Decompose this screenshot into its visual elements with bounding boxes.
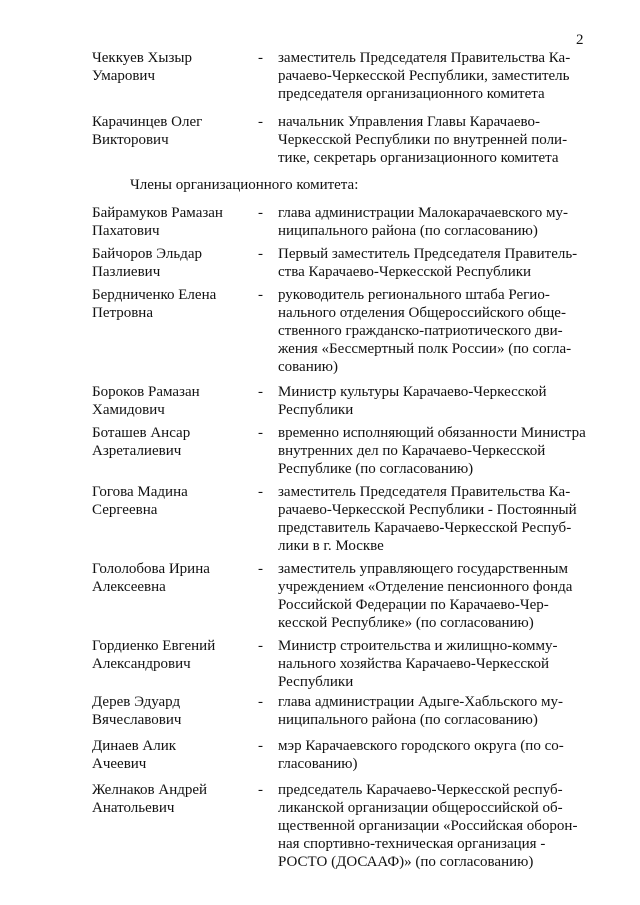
member-role bbox=[278, 204, 584, 240]
member-role-line: председателя организационного комитета bbox=[278, 86, 545, 102]
member-name-line: Байрамуков Рамазан bbox=[92, 205, 223, 221]
member-role-line: внутренних дел по Карачаево-Черкесской bbox=[278, 443, 546, 459]
member-role-line: начальник Управления Главы Карачаево- bbox=[278, 114, 541, 130]
member-role-line: РОСТО (ДОСААФ)» (по согласованию) bbox=[278, 854, 534, 870]
member-name-line: Чеккуев Хызыр bbox=[92, 50, 192, 66]
dash-separator: - bbox=[258, 561, 263, 577]
member-role-line: щественной организации «Российская оборон- bbox=[278, 818, 578, 834]
dash-separator: - bbox=[258, 246, 263, 262]
member-role-line: заместитель управляющего государственным bbox=[278, 561, 568, 577]
member-role-line: ственного гражданско-патриотического дви- bbox=[278, 323, 563, 339]
member-role-line: ная спортивно-техническая организация - bbox=[278, 836, 546, 852]
member-name bbox=[92, 245, 262, 281]
member-role-line: Республики bbox=[278, 674, 354, 690]
dash-separator: - bbox=[258, 484, 263, 500]
member-role-line: мэр Карачаевского городского округа (по со- bbox=[278, 738, 564, 754]
member-name-line: Бороков Рамазан bbox=[92, 384, 200, 400]
member-name-line: Дерев Эдуард bbox=[92, 694, 181, 710]
member-role bbox=[278, 737, 584, 773]
member-name-line: Гололобова Ирина bbox=[92, 561, 210, 577]
member-role-line: глава администрации Малокарачаевского му- bbox=[278, 205, 569, 221]
member-role-line: ства Карачаево-Черкесской Республики bbox=[278, 264, 532, 280]
member-role bbox=[278, 781, 584, 871]
member-role bbox=[278, 49, 584, 103]
member-role-line: Министр строительства и жилищно-комму- bbox=[278, 638, 558, 654]
member-name bbox=[92, 737, 262, 773]
member-name bbox=[92, 693, 262, 729]
member-role-line: тике, секретарь организационного комитета bbox=[278, 150, 559, 166]
member-name-line: Алексеевна bbox=[92, 579, 166, 595]
member-role-line: нального отделения Общероссийского обще- bbox=[278, 305, 566, 321]
member-name bbox=[92, 483, 262, 519]
member-role-line: председатель Карачаево-Черкесской респуб- bbox=[278, 782, 563, 798]
member-name bbox=[92, 424, 262, 460]
member-role-line: нального хозяйства Карачаево-Черкесской bbox=[278, 656, 550, 672]
dash-separator: - bbox=[258, 384, 263, 400]
member-role-line: рачаево-Черкесской Республики, заместитель bbox=[278, 68, 570, 84]
member-name-line: Пазлиевич bbox=[92, 264, 161, 280]
member-role-line: рачаево-Черкесской Республики - Постоянный bbox=[278, 502, 577, 518]
member-role bbox=[278, 383, 584, 419]
member-name-line: Боташев Ансар bbox=[92, 425, 191, 441]
member-role bbox=[278, 483, 584, 555]
dash-separator: - bbox=[258, 738, 263, 754]
member-name-line: Сергеевна bbox=[92, 502, 158, 518]
dash-separator: - bbox=[258, 782, 263, 798]
member-role bbox=[278, 286, 584, 376]
member-role-line: гласованию) bbox=[278, 756, 358, 772]
member-role-line: руководитель регионального штаба Регио- bbox=[278, 287, 550, 303]
member-name-line: Пахатович bbox=[92, 223, 160, 239]
member-name-line: Александрович bbox=[92, 656, 191, 672]
member-name-line: Гогова Мадина bbox=[92, 484, 188, 500]
section-heading: Члены организационного комитета: bbox=[130, 177, 359, 193]
member-role bbox=[278, 637, 584, 691]
member-role-line: заместитель Председателя Правительства Ка- bbox=[278, 50, 571, 66]
member-name-line: Бердниченко Елена bbox=[92, 287, 217, 303]
member-name-line: Хамидович bbox=[92, 402, 165, 418]
member-role-line: жения «Бессмертный полк России» (по согла- bbox=[278, 341, 572, 357]
dash-separator: - bbox=[258, 425, 263, 441]
member-role-line: временно исполняющий обязанности Министра bbox=[278, 425, 586, 441]
member-name-line: Желнаков Андрей bbox=[92, 782, 208, 798]
member-name bbox=[92, 113, 262, 149]
member-role-line: глава администрации Адыге-Хабльского му- bbox=[278, 694, 563, 710]
member-role bbox=[278, 245, 584, 281]
member-role bbox=[278, 113, 584, 167]
dash-separator: - bbox=[258, 287, 263, 303]
member-name-line: Вячеславович bbox=[92, 712, 182, 728]
member-name-line: Гордиенко Евгений bbox=[92, 638, 216, 654]
member-role-line: Первый заместитель Председателя Правитель- bbox=[278, 246, 578, 262]
member-name-line: Анатольевич bbox=[92, 800, 175, 816]
dash-separator: - bbox=[258, 50, 263, 66]
member-role-line: Министр культуры Карачаево-Черкесской bbox=[278, 384, 547, 400]
dash-separator: - bbox=[258, 114, 263, 130]
member-name bbox=[92, 383, 262, 419]
member-role bbox=[278, 424, 584, 478]
member-name bbox=[92, 286, 262, 322]
dash-separator: - bbox=[258, 205, 263, 221]
member-name-line: Викторович bbox=[92, 132, 169, 148]
member-role-line: лики в г. Москве bbox=[278, 538, 384, 554]
member-role-line: ниципального района (по согласованию) bbox=[278, 223, 538, 239]
member-role-line: сованию) bbox=[278, 359, 338, 375]
member-role-line: Черкесской Республики по внутренней поли- bbox=[278, 132, 568, 148]
member-role-line: Республики bbox=[278, 402, 354, 418]
member-role-line: ниципального района (по согласованию) bbox=[278, 712, 538, 728]
member-name-line: Карачинцев Олег bbox=[92, 114, 203, 130]
member-role-line: ликанской организации общероссийской об- bbox=[278, 800, 563, 816]
member-name bbox=[92, 49, 262, 85]
member-name-line: Динаев Алик bbox=[92, 738, 177, 754]
member-name-line: Петровна bbox=[92, 305, 153, 321]
member-role bbox=[278, 693, 584, 729]
member-role-line: заместитель Председателя Правительства Ка- bbox=[278, 484, 571, 500]
member-name bbox=[92, 781, 262, 817]
member-name bbox=[92, 204, 262, 240]
dash-separator: - bbox=[258, 638, 263, 654]
dash-separator: - bbox=[258, 694, 263, 710]
member-role-line: Республике (по согласованию) bbox=[278, 461, 474, 477]
member-role-line: представитель Карачаево-Черкесской Респуб- bbox=[278, 520, 572, 536]
member-role-line: учреждением «Отделение пенсионного фонда bbox=[278, 579, 573, 595]
member-role-line: Российской Федерации по Карачаево-Чер- bbox=[278, 597, 549, 613]
member-name-line: Умарович bbox=[92, 68, 156, 84]
member-name bbox=[92, 560, 262, 596]
member-name-line: Азреталиевич bbox=[92, 443, 182, 459]
member-name-line: Ачеевич bbox=[92, 756, 147, 772]
member-name bbox=[92, 637, 262, 673]
member-role-line: кесской Республике» (по согласованию) bbox=[278, 615, 534, 631]
member-role bbox=[278, 560, 584, 632]
member-name-line: Байчоров Эльдар bbox=[92, 246, 202, 262]
page-number: 2 bbox=[576, 32, 584, 48]
